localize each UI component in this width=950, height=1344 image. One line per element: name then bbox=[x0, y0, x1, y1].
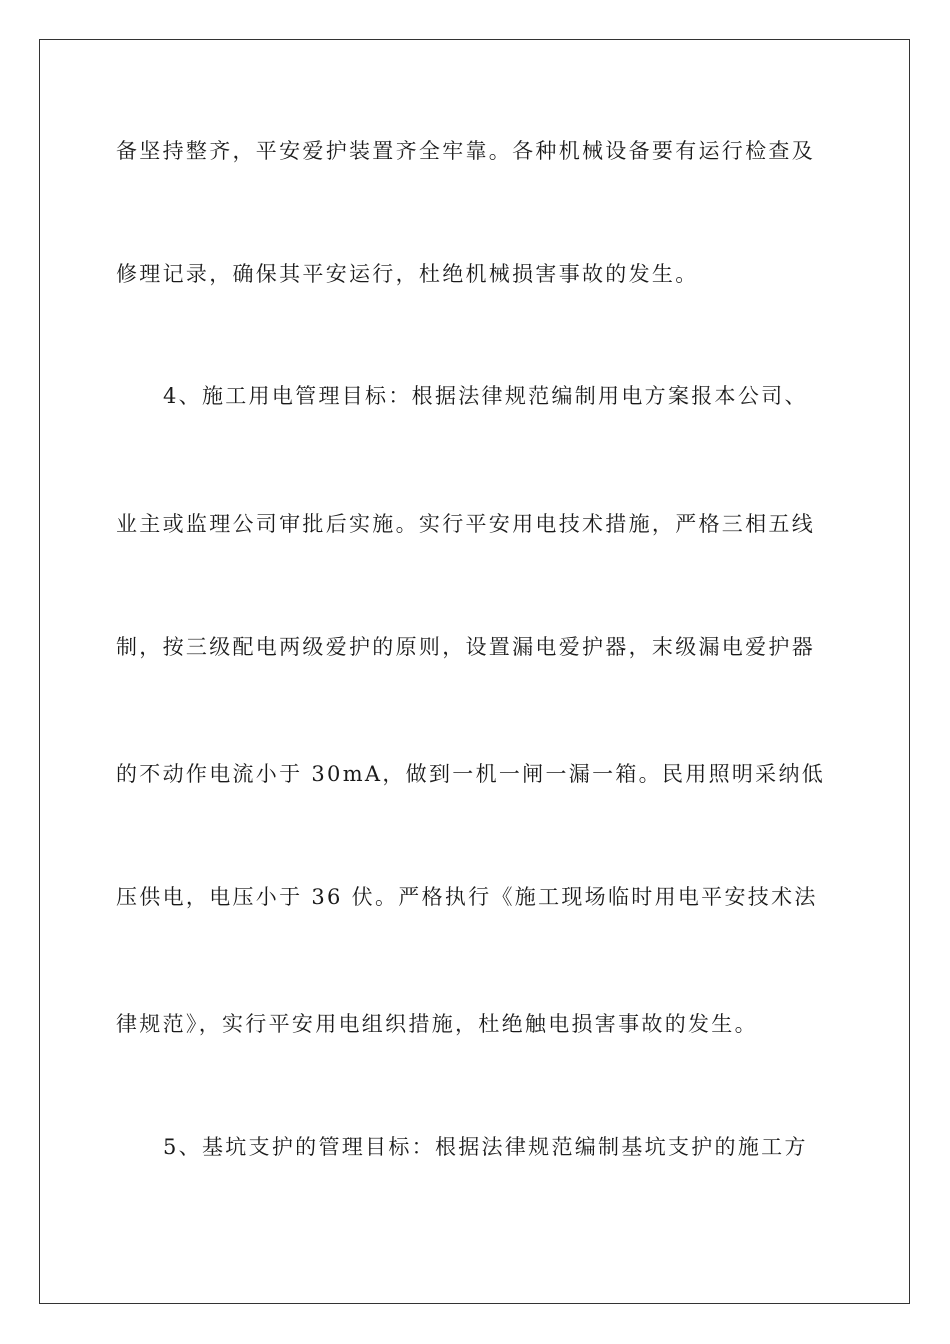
paragraph-line: 压供电，电压小于 36 伏。严格执行《施工现场临时用电平安技术法 bbox=[116, 885, 818, 909]
paragraph-line: 业主或监理公司审批后实施。实行平安用电技术措施，严格三相五线 bbox=[116, 512, 815, 536]
paragraph-line: 4、施工用电管理目标：根据法律规范编制用电方案报本公司、 bbox=[163, 384, 808, 408]
paragraph-line: 修理记录，确保其平安运行，杜绝机械损害事故的发生。 bbox=[116, 262, 699, 286]
paragraph-line: 制，按三级配电两级爱护的原则，设置漏电爱护器，末级漏电爱护器 bbox=[116, 635, 815, 659]
paragraph-line: 备坚持整齐，平安爱护装置齐全牢靠。各种机械设备要有运行检查及 bbox=[116, 139, 815, 163]
page-border bbox=[39, 39, 910, 1304]
paragraph-line: 的不动作电流小于 30mA，做到一机一闸一漏一箱。民用照明采纳低 bbox=[116, 762, 826, 786]
paragraph-line: 5、基坑支护的管理目标：根据法律规范编制基坑支护的施工方 bbox=[163, 1135, 808, 1159]
paragraph-line: 律规范》，实行平安用电组织措施，杜绝触电损害事故的发生。 bbox=[116, 1012, 758, 1036]
